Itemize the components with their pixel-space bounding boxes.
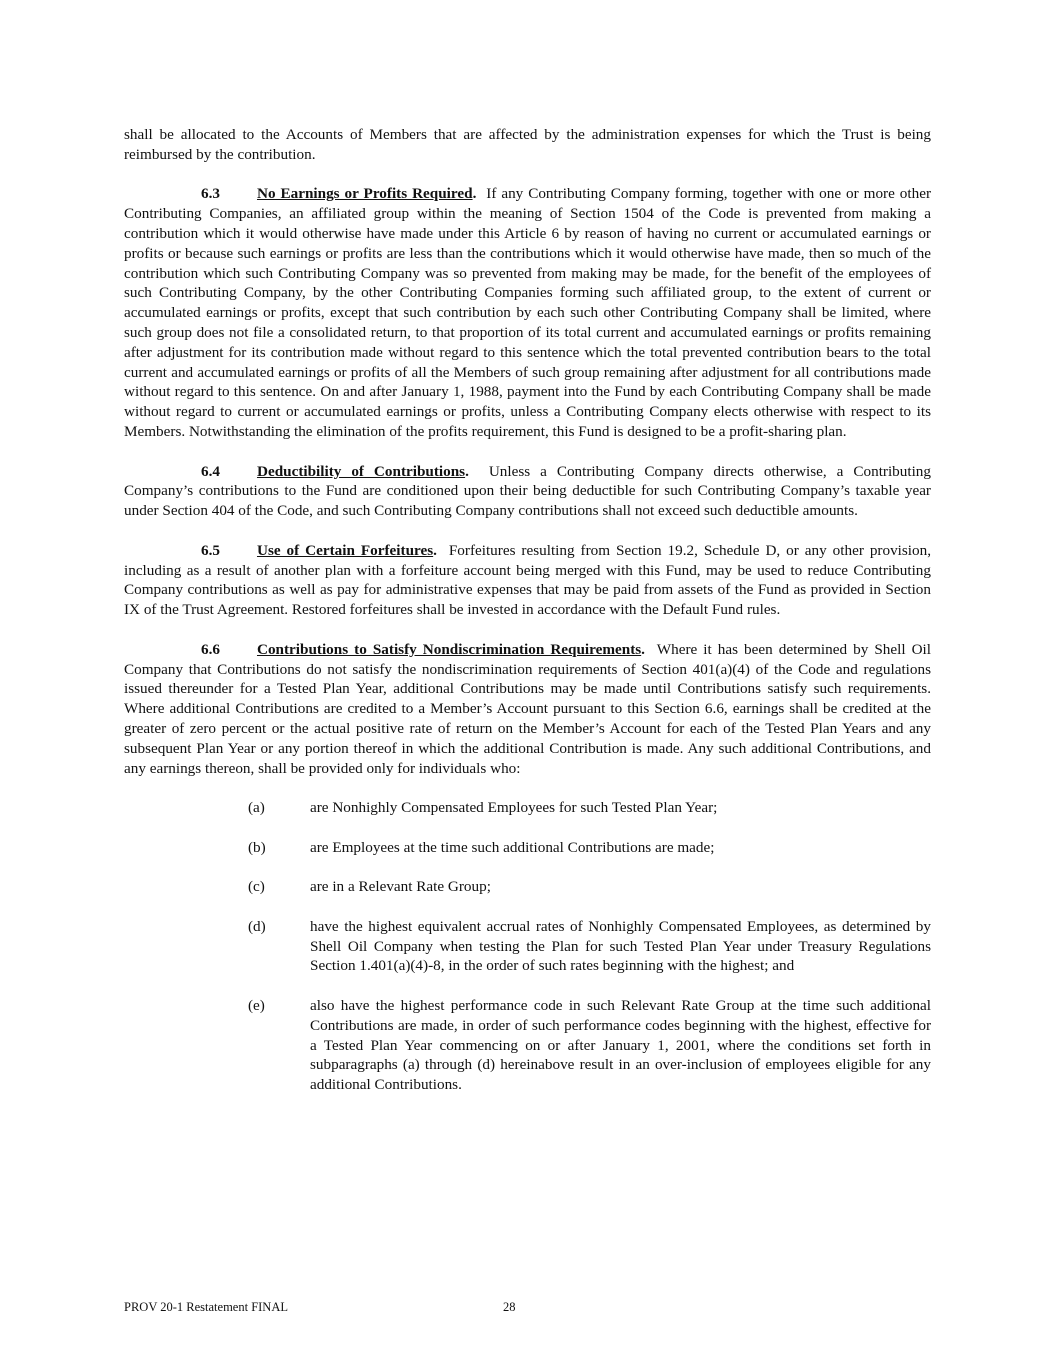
list-item-text: are Nonhighly Compensated Employees for such Tested Plan Year;	[310, 799, 718, 817]
section-number: 6.4	[201, 462, 220, 480]
page-number: 28	[503, 1300, 516, 1314]
section-6-3: 6.3 No Earnings or Profits Required. If any Contributing Company forming, together with one or more other Contributing Companies, an affiliated group within the meaning of Section 1504 of the Code is prevented from making a contribution which it would otherwise have made under this Article 6 by reason of having no current or accumulated earnings or profits or because such earnings or profits are less than the contributions which it would otherwise have made, then so much of the contribution which such Contributing Company was so prevented from making may be made, for the benefit of the employees of such Contributing Company, by the other Contributing Companies forming such affiliated group, to the extent of current or accumulated earnings or profits, except that such contribution by each such other Contributing Company shall be limited, where such group does not file a consolidated return, to that proportion of its total current and accumulated earnings or profits remaining after adjustment for its contribution made without regard to this sentence which the total prevented contribution bears to the total current and accumulated earnings or profits of all the Members of such group remaining after adjustment for all contributions made without regard to this sentence. On and after January 1, 1988, payment into the Fund by each Contributing Company shall be made without regard to current or accumulated earnings or profits, unless a Contributing Company elects otherwise with respect to its Members. Notwithstanding the elimination of the profits requirement, this Fund is designed to be a profit-sharing plan.	[124, 185, 931, 440]
list-item	[124, 877, 931, 897]
section-number: 6.6	[201, 640, 220, 658]
section-body: Unless a Contributing Company directs otherwise, a Contributing Company’s contributions to the Fund are conditioned upon their being deductible for such Contributing Company’s taxable year under Section 404 of the Code, and such Contributing Company contributions shall not exceed such deductible amounts.	[124, 462, 931, 520]
list-item-text: also have the highest performance code in such Relevant Rate Group at the time such additional Contributions are made, in order of such performance codes beginning with the highest, effective for a Tested Plan Year commencing on or after January 1, 2001, where the conditions set forth in subparagraphs (a) through (d) hereinabove result in an over-inclusion of employees eligible for any additional Contributions.	[310, 997, 931, 1094]
list-item-label: (d)	[248, 917, 266, 935]
list-item-label: (c)	[248, 878, 265, 896]
section-body: If any Contributing Company forming, together with one or more other Contributing Companies, an affiliated group within the meaning of Section 1504 of the Code is prevented from making a contribution which it would otherwise have made under this Article 6 by reason of having no current or accumulated earnings or profits or because such earnings or profits are less than the contributions which it would otherwise have made, then so much of the contribution which such Contributing Company was so prevented from making may be made, for the benefit of the employees of such Contributing Company, by the other Contributing Companies forming such affiliated group, to the extent of current or accumulated earnings or profits, except that such contribution by each such other Contributing Company shall be limited, where such group does not file a consolidated return, to that proportion of its total current and accumulated earnings or profits remaining after adjustment for its contribution made without regard to this sentence which the total prevented contribution bears to the total current and accumulated earnings or profits of all the Members of such group remaining after adjustment for all contributions made without regard to this sentence. On and after January 1, 1988, payment into the Fund by each Contributing Company shall be made without regard to current or accumulated earnings or profits, unless a Contributing Company elects otherwise with respect to its Members. Notwithstanding the elimination of the profits requirement, this Fund is designed to be a profit-sharing plan.	[124, 185, 931, 440]
list-item	[124, 798, 931, 818]
section-number: 6.5	[201, 541, 220, 559]
list-item-text: are Employees at the time such additional Contributions are made;	[310, 838, 715, 856]
section-heading: No Earnings or Profits Required	[256, 185, 473, 203]
section-body: Forfeitures resulting from Section 19.2, Schedule D, or any other provision, including as a result of another plan with a forfeiture account being merged with this Fund, may be used to reduce Contributing Company contributions as well as pay for administrative expenses that may be paid from assets of the Fund as provided in Section IX of the Trust Agreement. Restored forfeitures shall be invested in accordance with the Default Fund rules.	[124, 541, 931, 619]
section-heading: Use of Certain Forfeitures	[256, 541, 434, 559]
list-item-label: (a)	[248, 799, 265, 817]
section-6-4: 6.4 Deductibility of Contributions. Unless a Contributing Company directs otherwise, a Contributing Company’s contributions to the Fund are conditioned upon their being deductible for such Contributing Company’s taxable year under Section 404 of the Code, and such Contributing Company contributions shall not exceed such deductible amounts.	[124, 462, 931, 520]
list-item	[124, 917, 931, 976]
footer-document-id: PROV 20-1 Restatement FINAL	[124, 1300, 288, 1314]
list-item	[124, 996, 931, 1095]
section-body: Where it has been determined by Shell Oil Company that Contributions do not satisfy the nondiscrimination requirements of Section 401(a)(4) of the Code and regulations issued thereunder for a Tested Plan Year, additional Contributions may be made until Contributions satisfy such requirements. Where additional Contributions are credited to a Member’s Account pursuant to this Section 6.6, earnings shall be credited at the greater of zero percent or the actual positive rate of return on the Member’s Account for each of the Tested Plan Years and any subsequent Plan Year or any portion thereof in which the additional Contribution is made. Any such additional Contributions, and any earnings thereon, shall be provided only for individuals who:	[124, 640, 932, 777]
section-6-5: 6.5 Use of Certain Forfeitures. Forfeitures resulting from Section 19.2, Schedule D, or any other provision, including as a result of another plan with a forfeiture account being merged with this Fund, may be used to reduce Contributing Company contributions as well as pay for administrative expenses that may be paid from assets of the Fund as provided in Section IX of the Trust Agreement. Restored forfeitures shall be invested in accordance with the Default Fund rules.	[124, 541, 931, 619]
list-item	[124, 838, 931, 858]
section-heading: Deductibility of Contributions	[256, 462, 466, 480]
list-item-text: have the highest equivalent accrual rates of Nonhighly Compensated Employees, as determined by Shell Oil Company when testing the Plan for such Tested Plan Year under Treasury Regulations Section 1.401(a)(4)-8, in the order of such rates beginning with the highest; and	[310, 917, 931, 975]
section-heading: Contributions to Satisfy Nondiscrimination Requirements	[256, 640, 642, 658]
document-body	[124, 125, 931, 1115]
list-item-text: are in a Relevant Rate Group;	[310, 878, 491, 896]
section-number: 6.3	[201, 185, 220, 203]
section-6-6: 6.6 Contributions to Satisfy Nondiscrimination Requirements. Where it has been determined by Shell Oil Company that Contributions do not satisfy the nondiscrimination requirements of Section 401(a)(4) of the Code and regulations issued thereunder for a Tested Plan Year, additional Contributions may be made until Contributions satisfy such requirements. Where additional Contributions are credited to a Member’s Account pursuant to this Section 6.6, earnings shall be credited at the greater of zero percent or the actual positive rate of return on the Member’s Account for each of the Tested Plan Years and any subsequent Plan Year or any portion thereof in which the additional Contribution is made. Any such additional Contributions, and any earnings thereon, shall be provided only for individuals who:	[124, 640, 932, 777]
list-item-label: (b)	[248, 838, 266, 856]
subparagraph-list	[124, 798, 931, 1095]
continuation-paragraph: shall be allocated to the Accounts of Members that are affected by the administration expenses for which the Trust is being reimbursed by the contribution.	[124, 126, 931, 163]
list-item-label: (e)	[248, 997, 265, 1015]
